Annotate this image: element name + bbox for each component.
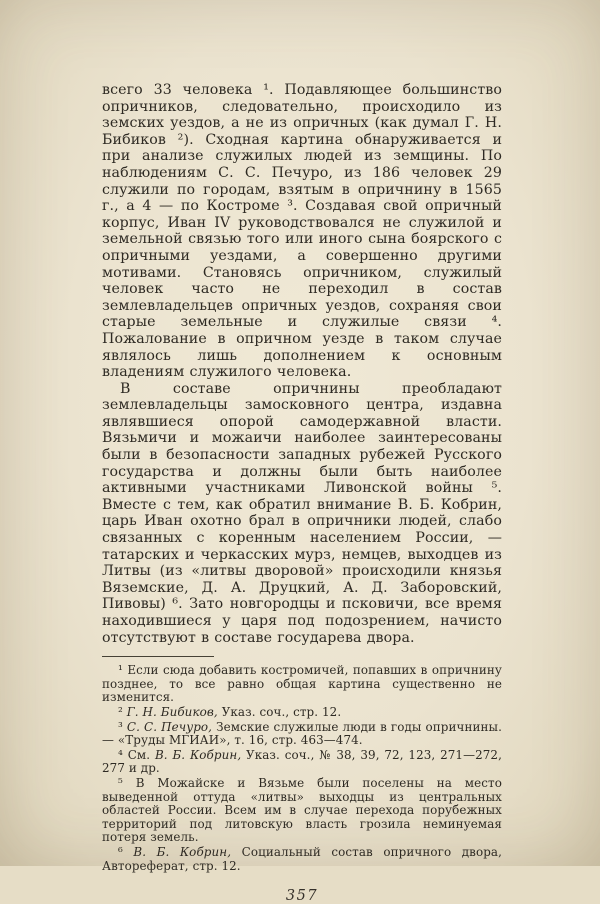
footnote-author: С. С. Печуро, bbox=[126, 719, 213, 734]
footnotes-section bbox=[102, 664, 502, 873]
footnote-author: В. Б. Кобрин, bbox=[133, 844, 232, 859]
footnote-marker: ² bbox=[118, 704, 123, 719]
footnote-marker: ¹ bbox=[118, 663, 123, 678]
body-paragraph-1: всего 33 человека ¹. Подавляющее большинство опричников, следовательно, происходило из земских уездов, а не из опричных (как думал Г. Н. Бибиков ²). Сходная картина обнаруживается и при анализе служилых людей из земщины. По наблюдениям С. С. Печуро, из 186 человек 29 служили по городам, взятым в опричнину в 1565 г., а 4 — по Костроме ³. Создавая свой опричный корпус, Иван IV руководствовался не служилой и земельной связью того или иного сына боярского с опричными уездами, а совершенно другими мотивами. Становясь опричником, служилый человек часто не переходил в состав землевладельцев опричных уездов, сохраняя свои старые земельные и служилые связи ⁴. Пожалование в опричном уезде в таком случае являлось лишь дополнением к основным владениям служилого человека. bbox=[102, 82, 502, 381]
footnote-author: В. Б. Кобрин, bbox=[154, 747, 242, 762]
footnote-text: Если сюда добавить костромичей, попавших в опричнину позднее, то все равно общая картина существенно не изменится. bbox=[102, 663, 502, 705]
footnote-item-2 bbox=[102, 706, 502, 720]
body-paragraph-2: В составе опричнины преобладают землевладельцы замосковного центра, издавна являвшиеся опорой самодержавной власти. Вязьмичи и можаичи наиболее заинтересованы были в безопасности западных рубежей Русского государства и должны были быть наиболее активными участниками Ливонской войны ⁵. Вместе с тем, как обратил внимание В. Б. Кобрин, царь Иван охотно брал в опричники людей, слабо связанных с коренным населением России, — татарских и черкасских мурз, немцев, выходцев из Литвы (из «литвы дворовой» происходили князья Вяземские, Д. А. Друцкий, А. Д. Заборовский, Пивовы) ⁶. Зато новгородцы и псковичи, все время находившиеся у царя под подозрением, начисто отсутствуют в составе государева двора. bbox=[102, 380, 502, 646]
footnote-author: Г. Н. Бибиков, bbox=[126, 704, 218, 719]
footnote-marker: ³ bbox=[118, 719, 123, 734]
footnote-item-5 bbox=[102, 777, 502, 845]
footnote-item-3 bbox=[102, 721, 502, 748]
footnote-text: В Можайске и Вязьме были поселены на место выведенной оттуда «литвы» выходцы из центральных областей России. Всем им в случае перехода порубежных территорий под литовскую власть грозила неминуемая потеря земель. bbox=[102, 775, 502, 845]
footnote-marker: ⁴ bbox=[118, 747, 123, 762]
page-text bbox=[102, 82, 502, 904]
footnote-item-6 bbox=[102, 846, 502, 873]
footnote-text: Указ. соч., № 38, 39, 72, 123, 271—272, 277 и др. bbox=[102, 747, 502, 776]
footnote-marker: ⁶ bbox=[118, 844, 123, 859]
footnote-text: Социальный состав опричного двора, Автореферат, стр. 12. bbox=[102, 844, 502, 873]
footnote-divider bbox=[102, 656, 214, 657]
footnote-text: Указ. соч., стр. 12. bbox=[221, 704, 342, 719]
footnote-intro: См. bbox=[127, 747, 151, 762]
footnote-marker: ⁵ bbox=[118, 775, 123, 790]
footnote-item-1 bbox=[102, 664, 502, 705]
footnote-item-4 bbox=[102, 749, 502, 776]
footnote-text: Земские служилые люди в годы опричнины.— «Труды МГИАИ», т. 16, стр. 463—474. bbox=[102, 719, 502, 748]
page-number: 357 bbox=[285, 888, 319, 904]
